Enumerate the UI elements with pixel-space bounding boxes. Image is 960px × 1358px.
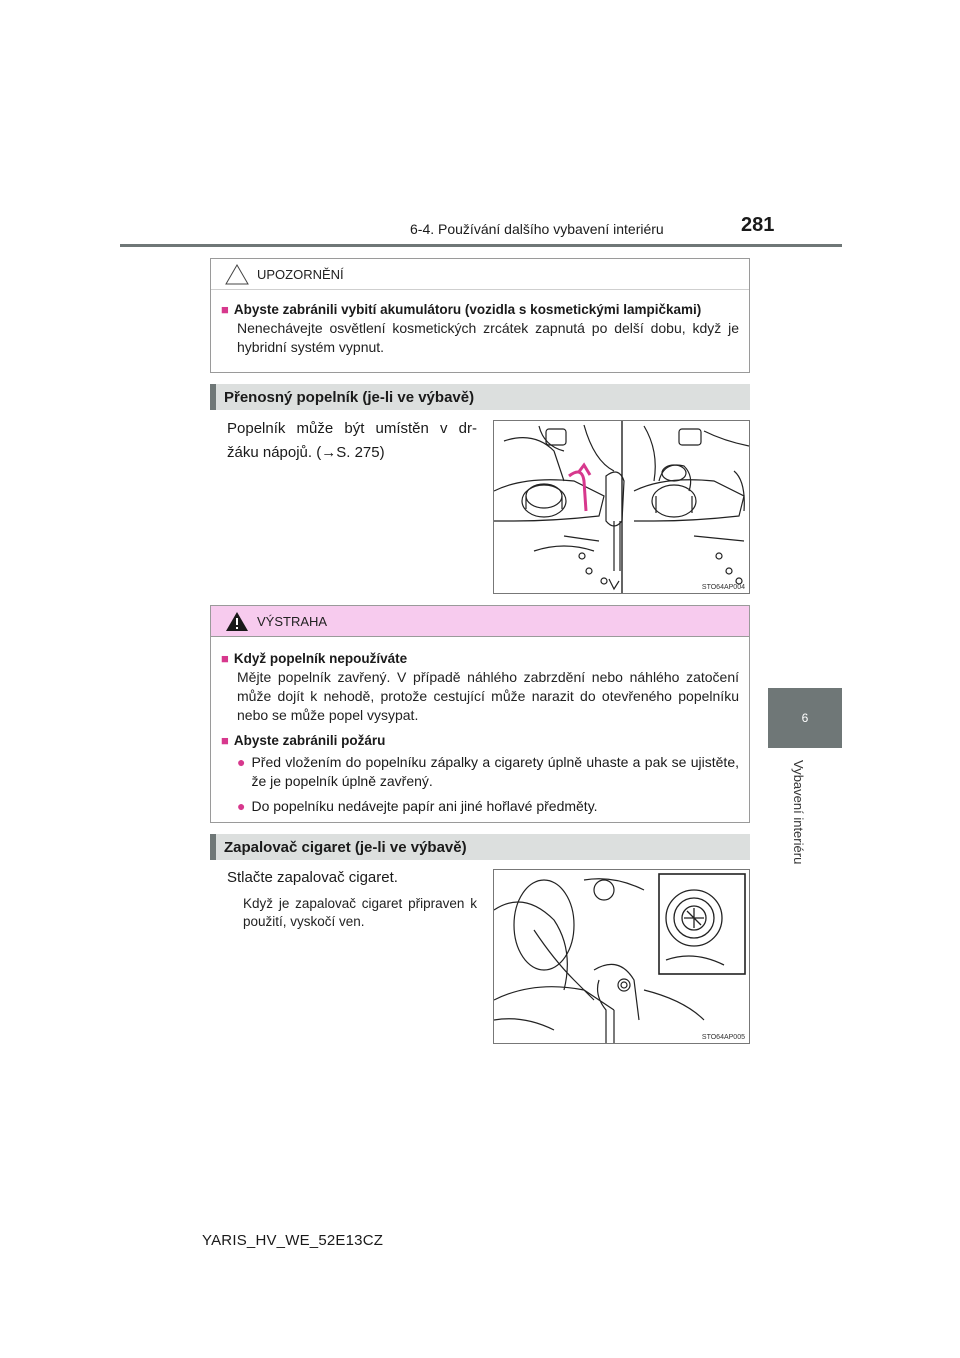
warning-triangle-icon [225, 611, 249, 632]
chapter-tab [768, 688, 842, 748]
ashtray-text-line2: žáku nápojů. (→S. 275) [227, 444, 385, 461]
lighter-drawing [494, 870, 749, 1043]
square-bullet-icon: ■ [221, 733, 229, 748]
round-bullet-icon: ● [237, 754, 246, 770]
caution-header [211, 259, 749, 290]
caution-label: UPOZORNĚNÍ [257, 266, 344, 282]
ashtray-drawing [494, 421, 749, 593]
lighter-image-code: STO64AP005 [701, 1034, 745, 1041]
lighter-note: Když je zapalovač cigaret připraven k použití, vyskočí ven. [243, 896, 477, 929]
ashtray-illustration [493, 420, 750, 594]
lighter-illustration [493, 869, 750, 1044]
chapter-title: Vybavení interiéru [791, 760, 806, 865]
page-number: 281 [741, 214, 775, 236]
warning-bullet-1: ● Před vložením do popelníku zápalky a cigarety úplně uhaste a pak se ujistěte, že je popelník úplně zavřený. [237, 754, 739, 789]
warning-header [211, 606, 749, 637]
chapter-number: 6 [801, 711, 809, 725]
document-code: YARIS_HV_WE_52E13CZ [202, 1232, 384, 1249]
page-reference-link[interactable]: S. 275) [336, 444, 385, 461]
ashtray-text [227, 417, 477, 465]
section-title: 6-4. Používání dalšího vybavení interiéru [410, 221, 664, 237]
warning-box [210, 605, 750, 823]
arrow-right-icon: → [321, 444, 337, 461]
warning-body [211, 637, 749, 816]
caution-box [210, 258, 750, 373]
caution-heading: ■ Abyste zabránili vybití akumulátoru (vozidla s kosmetickými lampičkami) [221, 302, 702, 317]
lighter-section-title: Zapalovač cigaret (je-li ve výbavě) [210, 834, 750, 860]
round-bullet-icon: ● [237, 798, 246, 814]
ashtray-text-line1: Popelník může být umístěn v dr- [227, 420, 477, 437]
warning-text-1: Mějte popelník zavřený. V případě náhlého zabrzdění nebo náhlého zatočení může dojít k nehodě, protože cestující může narazit do otevřeného popelníku nebo se může popel vysypat. [237, 669, 739, 723]
caution-body [211, 290, 749, 357]
ashtray-image-code: STO64AP004 [701, 584, 745, 591]
square-bullet-icon: ■ [221, 302, 229, 317]
ashtray-section-title: Přenosný popelník (je-li ve výbavě) [210, 384, 750, 410]
warning-bullet-2: ● Do popelníku nedávejte papír ani jiné hořlavé předměty. [237, 798, 598, 814]
chapter-title-vertical [788, 760, 808, 880]
header-rule [120, 244, 842, 247]
lighter-instruction: Stlačte zapalovač cigaret. [227, 869, 398, 886]
warning-heading-2: ■ Abyste zabránili požáru [221, 733, 386, 748]
square-bullet-icon: ■ [221, 651, 229, 666]
warning-label: VÝSTRAHA [257, 613, 328, 629]
caution-triangle-icon [225, 264, 249, 285]
warning-heading-1: ■ Když popelník nepoužíváte [221, 651, 408, 666]
caution-text: Nenechávejte osvětlení kosmetických zrcátek zapnutá po delší dobu, když je hybridní systém vypnut. [237, 320, 739, 355]
